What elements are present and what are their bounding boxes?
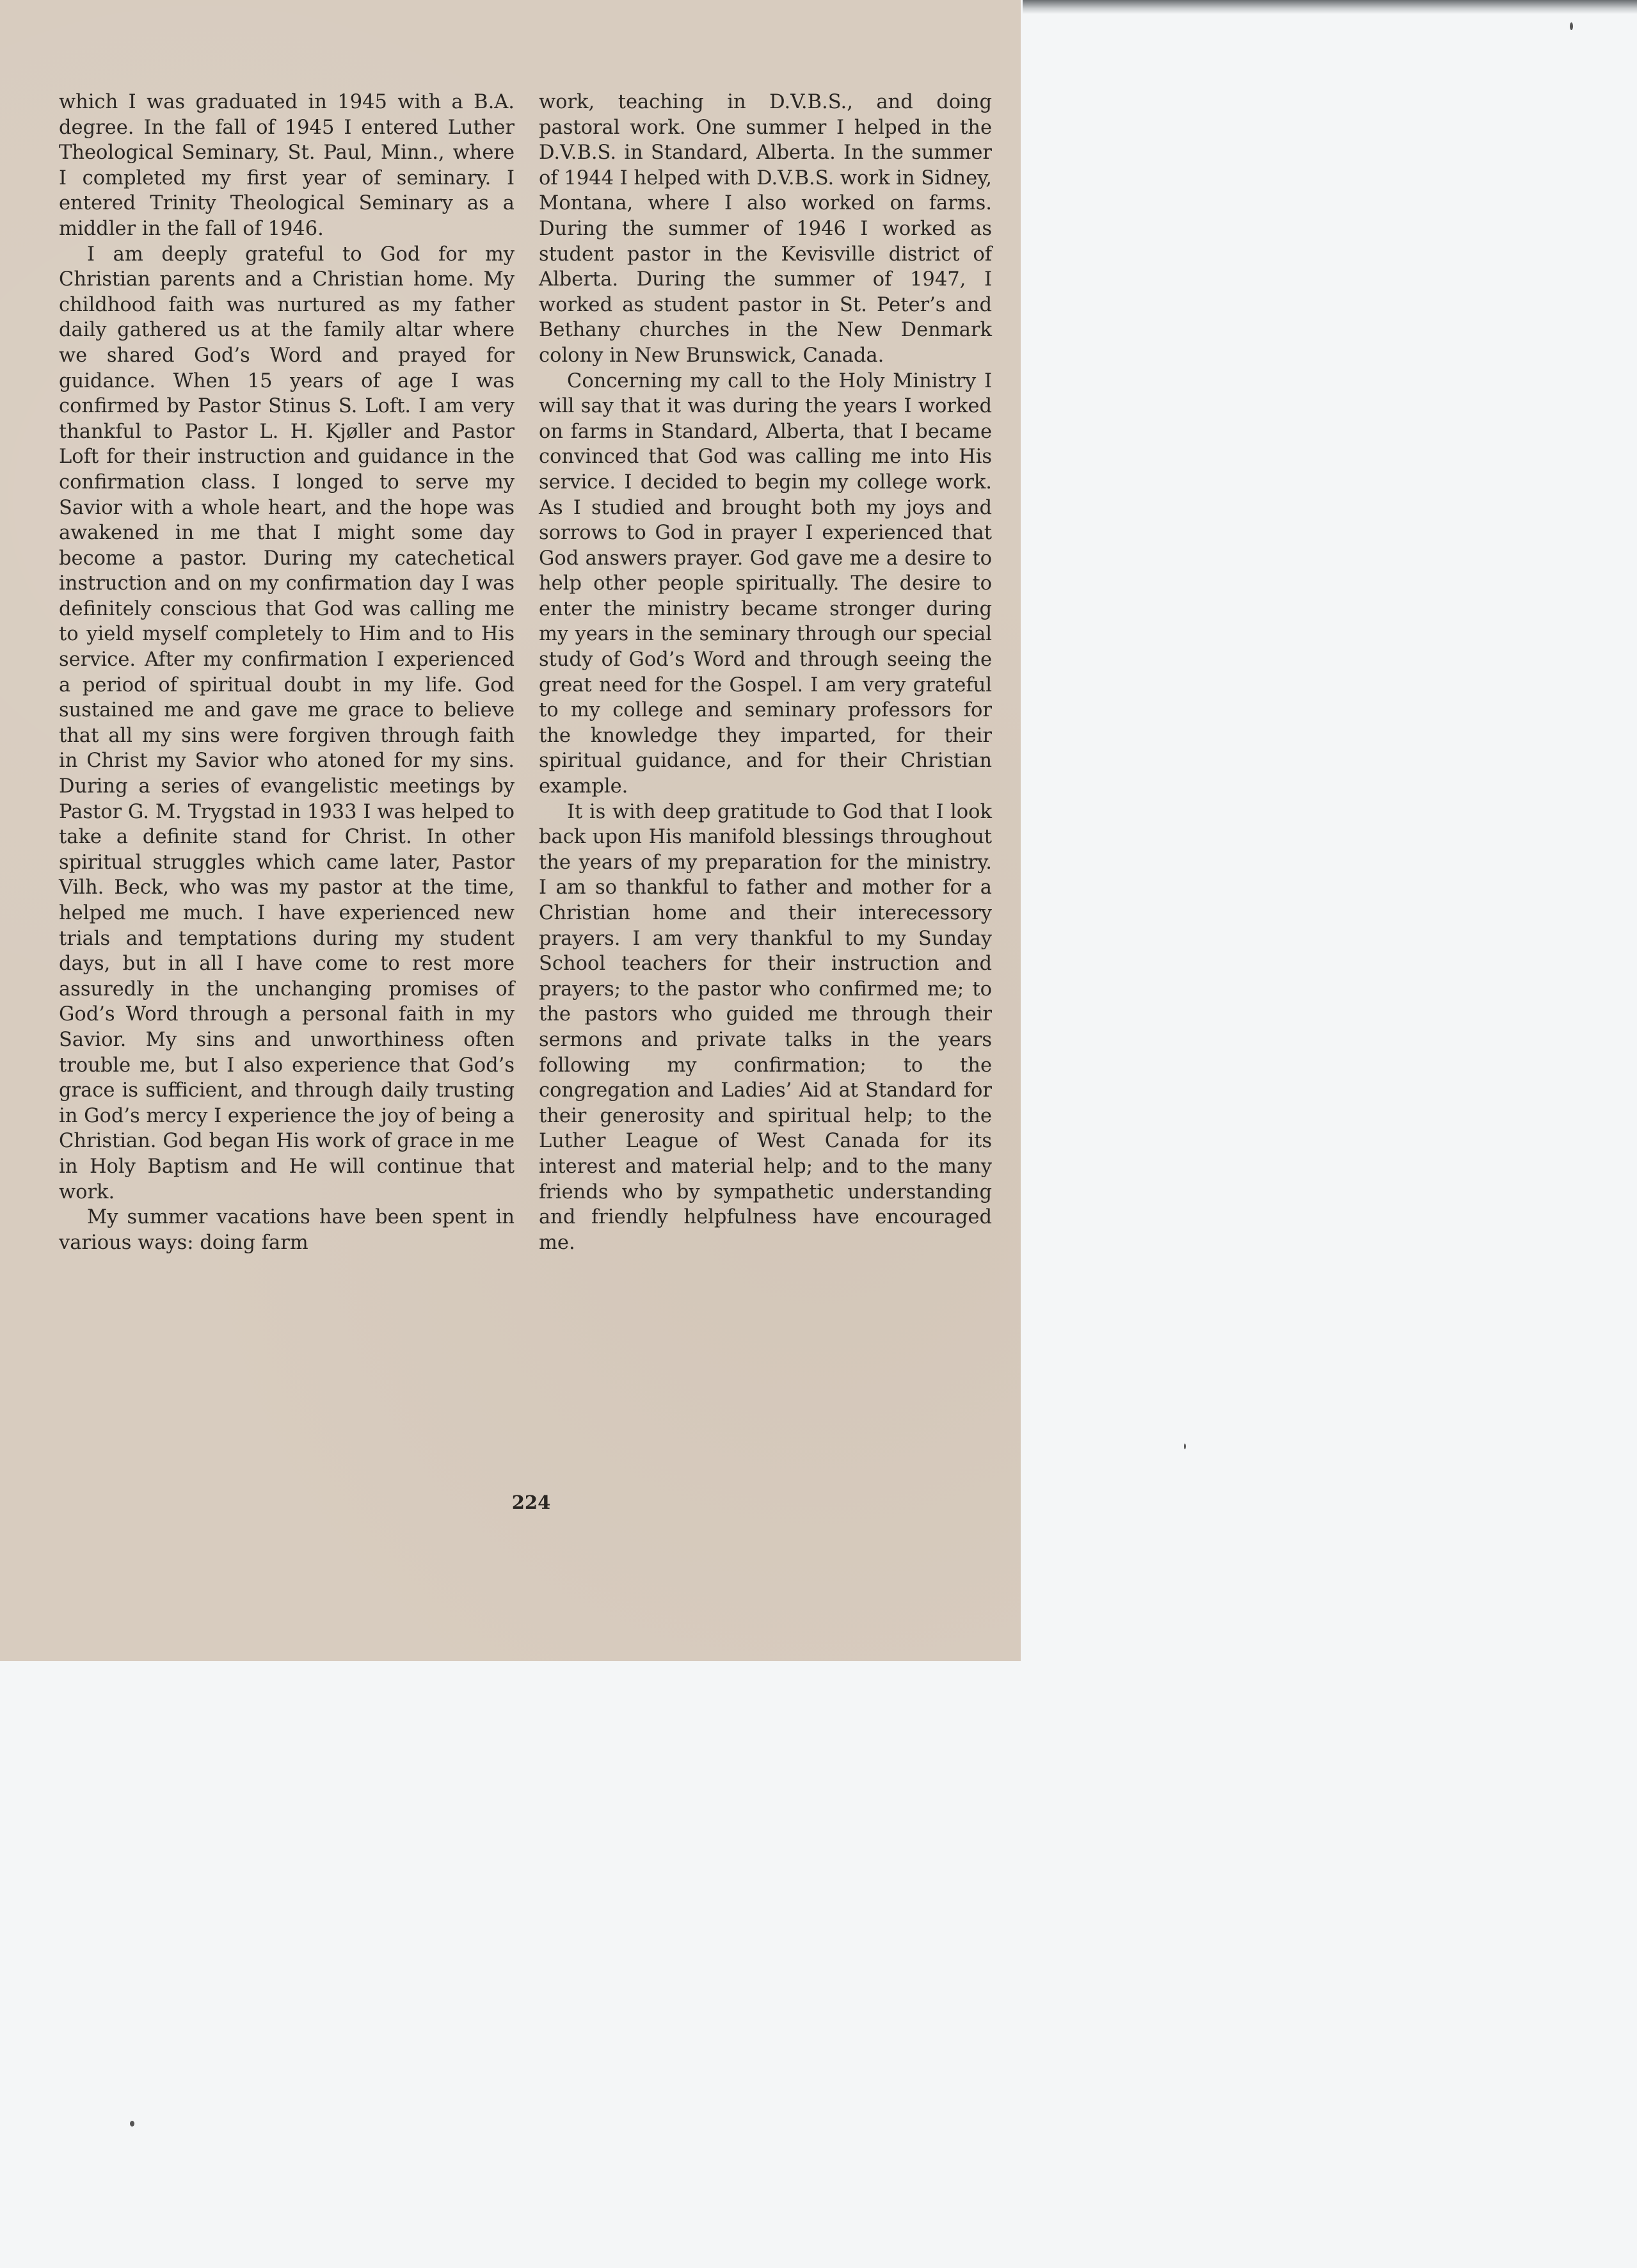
scanner-edge-shadow xyxy=(1023,0,1637,14)
paragraph-call-to-ministry: Concerning my call to the Holy Ministry I will say that it was during the years I worked on farms in Standard, Alberta, that I became convinced that God was calling me into His service. I decided to begin my college work. As I studied and brought both my joys and sorrows to God in prayer I experienced that God answers prayer. God gave me a desire to help other people spiritually. The desire to enter the ministry became stronger during my years in the seminary through our special study of God’s Word and through seeing the great need for the Gospel. I am very grateful to my college and seminary professors for the knowledge they imparted, for their spiritual guidance, and for their Christian example. xyxy=(539,369,992,798)
page-number: 224 xyxy=(511,1492,551,1513)
paragraph-summer-work-continued: work, teaching in D.V.B.S., and doing pastoral work. One summer I helped in the D.V.B.S. in Standard, Alberta. In the summer of 1944 I helped with D.V.B.S. work in Sidney, Montana, where I also worked on farms. During the summer of 1946 I worked as student pastor in the Kevisville district of Alberta. During the summer of 1947, I worked as student pastor in St. Peter’s and Bethany churches in the New Denmark colony in New Brunswick, Canada. xyxy=(539,91,992,367)
right-text-column xyxy=(539,90,992,1255)
paragraph-gratitude: It is with deep gratitude to God that I look back upon His manifold blessings throughout the years of my preparation for the ministry. I am so thankful to father and mother for a Christian home and their interecessory prayers. I am very thankful to my Sunday School teachers for their instruction and prayers; to the pastor who confirmed me; to the pastors who guided me through their sermons and private talks in the years following my confirmation; to the congregation and Ladies’ Aid at Standard for their generosity and spiritual help; to the Luther League of West Canada for its interest and material help; and to the many friends who by sympathetic understanding and friendly helpfulness have encouraged me. xyxy=(539,800,992,1254)
dust-speck xyxy=(1570,22,1573,30)
dust-speck xyxy=(130,2121,134,2127)
dust-speck xyxy=(1184,1444,1186,1449)
paragraph-faith-testimony: I am deeply grateful to God for my Christian parents and a Christian home. My childhood faith was nurtured as my father daily gathered us at the family altar where we shared God’s Word and prayed for guidance. When 15 years of age I was confirmed by Pastor Stinus S. Loft. I am very thankful to Pastor L. H. Kjøller and Pastor Loft for their instruction and guidance in the confirmation class. I longed to serve my Savior with a whole heart, and the hope was awakened in me that I might some day become a pastor. During my catechetical instruction and on my confirmation day I was definitely conscious that God was calling me to yield myself completely to Him and to His service. After my confirmation I experienced a period of spiritual doubt in my life. God sustained me and gave me grace to believe that all my sins were forgiven through faith in Christ my Savior who atoned for my sins. During a series of evangelistic meetings by Pastor G. M. Trygstad in 1933 I was helped to take a definite stand for Christ. In other spiritual struggles which came later, Pastor Vilh. Beck, who was my pastor at the time, helped me much. I have experienced new trials and temptations during my student days, but in all I have come to rest more assuredly in the unchanging promises of God’s Word through a personal faith in my Savior. My sins and unworthiness often trouble me, but I also experience that God’s grace is sufficient, and through daily trusting in God’s mercy I experience the joy of being a Christian. God began His work of grace in me in Holy Baptism and He will continue that work. xyxy=(59,243,515,1203)
left-text-column xyxy=(59,90,515,1255)
newspaper-clipping xyxy=(0,0,1021,1661)
paragraph-education-continued: which I was graduated in 1945 with a B.A. degree. In the fall of 1945 I entered Luther Theological Seminary, St. Paul, Minn., where I completed my first year of seminary. I entered Trinity Theological Seminary as a middler in the fall of 1946. xyxy=(59,91,515,240)
paragraph-summer-vacations: My summer vacations have been spent in various ways: doing farm xyxy=(59,1206,515,1254)
